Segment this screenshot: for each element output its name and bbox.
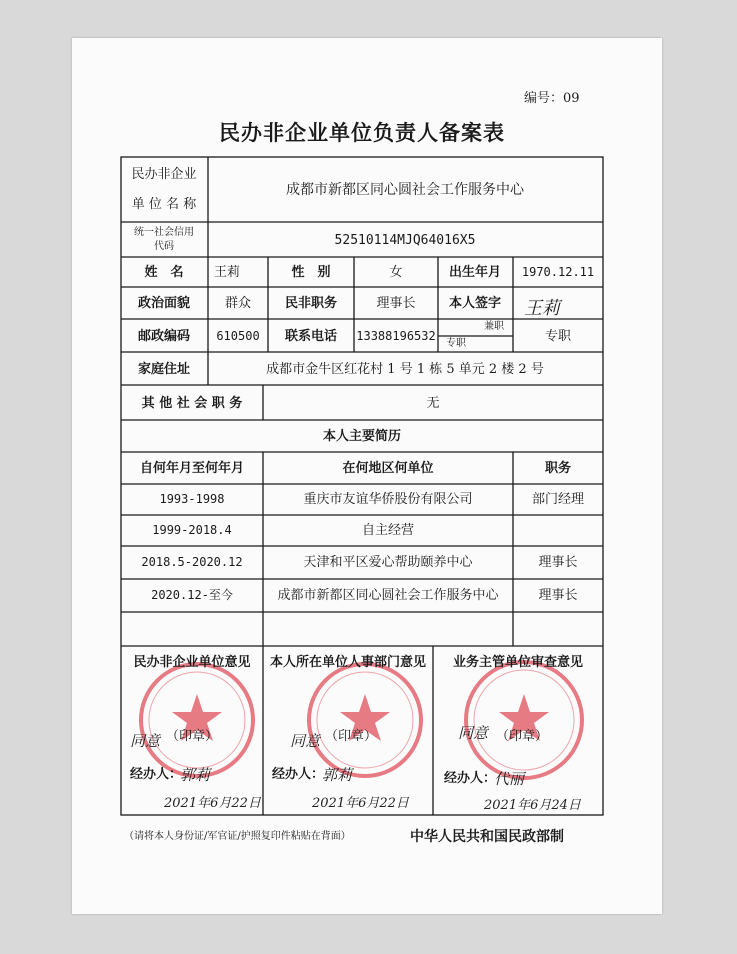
resume-row-position: 理事长 [538,555,578,570]
opinion-unit-title: 民办非企业单位意见 [133,655,251,670]
label-political: 政治面貌 [137,296,191,311]
value-civil-post: 理事长 [376,296,416,311]
handler-signature-3: 代丽 [494,770,525,788]
handler-label-2: 经办人： [272,767,325,782]
opinion-hr-title: 本人所在单位人事部门意见 [269,655,427,670]
value-unit-name: 成都市新都区同心圆社会工作服务中心 [286,182,524,198]
official-seal-1 [137,660,257,780]
label-unit-name-1: 民办非企业 [131,167,197,182]
label-fulltime: 专职 [446,338,466,349]
resume-col-position: 职务 [544,461,572,476]
value-other-posts: 无 [426,396,440,411]
value-political: 群众 [224,296,252,311]
official-seal-3 [462,658,586,782]
resume-row-unit: 自主经营 [361,523,415,538]
value-gender: 女 [389,265,403,280]
label-unit-name-2: 单 位 名 称 [131,197,197,212]
handler-label-3: 经办人： [444,771,497,786]
resume-row-period: 1993-1998 [159,492,225,506]
footer-note: （请将本人身份证/军官证/护照复印件粘贴在背面） [124,831,351,842]
date-handwriting-3: 2021年6月24日 [484,798,581,813]
label-gender: 性 别 [291,265,331,280]
resume-row-unit: 成都市新都区同心圆社会工作服务中心 [277,588,499,603]
label-other-posts: 其 他 社 会 职 务 [141,396,243,411]
resume-row-position: 部门经理 [531,492,585,507]
seal-label-3: （印章） [496,729,549,744]
label-signature: 本人签字 [448,296,502,311]
value-employment: 专职 [544,329,572,344]
seal-label-2: （印章） [325,729,378,744]
resume-row-unit: 天津和平区爱心帮助颐养中心 [303,555,473,570]
value-birth: 1970.12.11 [521,265,595,279]
opinion-authority-title: 业务主管单位审查意见 [452,655,584,670]
label-parttime: 兼职 [484,321,504,332]
label-civil-post: 民非职务 [284,296,338,311]
value-name: 王莉 [214,265,241,280]
label-credit-code-2: 代码 [154,241,174,252]
date-handwriting-1: 2021年6月22日 [164,796,261,811]
agree-handwriting-3: 同意 [458,724,489,742]
official-seal-2 [305,660,425,780]
date-handwriting-2: 2021年6月22日 [312,796,409,811]
value-credit-code: 52510114MJQ64016X5 [334,233,476,248]
footer-issuer: 中华人民共和国民政部制 [410,829,564,845]
value-phone: 13388196532 [356,329,436,343]
form-number: 编号：09 [524,91,580,106]
resume-col-unit: 在何地区何单位 [342,461,434,476]
label-phone: 联系电话 [284,329,338,344]
resume-row-period: 2018.5-2020.12 [141,555,243,569]
value-address: 成都市金牛区红花村 1 号 1 栋 5 单元 2 楼 2 号 [266,362,544,377]
agree-handwriting-1: 同意 [130,732,161,750]
label-name: 姓 名 [144,265,184,280]
label-birth: 出生年月 [448,265,502,280]
handler-label-1: 经办人： [130,767,183,782]
label-credit-code-1: 统一社会信用 [134,227,194,238]
form-title: 民办非企业单位负责人备案表 [219,120,505,145]
resume-row-unit: 重庆市友谊华侨股份有限公司 [303,492,473,507]
label-postcode: 邮政编码 [137,329,191,344]
handwritten-signature: 王莉 [524,298,560,319]
resume-row-period: 2020.12-至今 [151,588,233,602]
value-postcode: 610500 [216,329,260,343]
handler-signature-2: 郭莉 [322,766,353,784]
handler-signature-1: 郭莉 [180,766,211,784]
resume-row-position: 理事长 [538,588,578,603]
agree-handwriting-2: 同意 [290,732,321,750]
resume-col-period: 自何年月至何年月 [139,461,245,476]
label-address: 家庭住址 [137,362,191,377]
resume-row-period: 1999-2018.4 [152,523,232,537]
seal-label-1: （印章） [166,729,219,744]
resume-title: 本人主要简历 [322,429,402,444]
